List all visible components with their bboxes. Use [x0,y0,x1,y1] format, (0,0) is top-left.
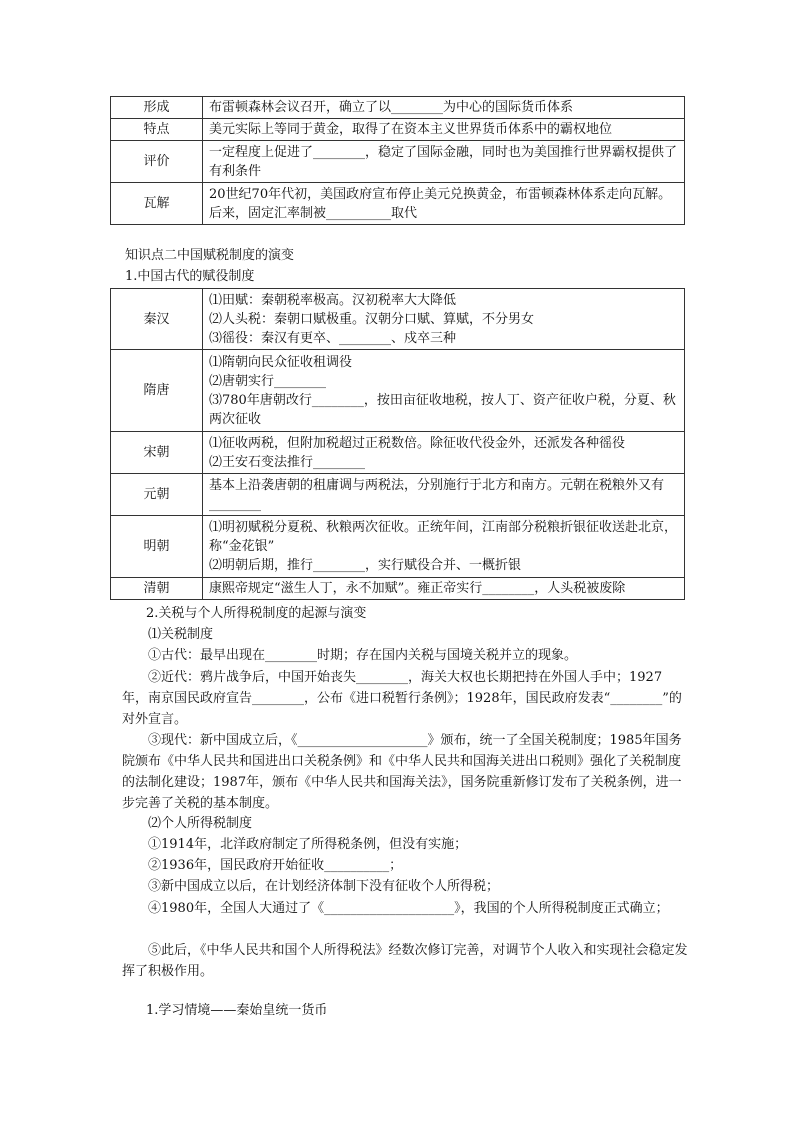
income-item-4: ④1980年，全国人大通过了《____________________》，我国的个人所得税制度正式确立； [148,901,669,916]
bretton-woods-table [110,96,685,225]
income-item-3: ③新中国成立以后，在计划经济体制下没有征收个人所得税； [148,879,500,894]
income-item-1: ①1914年，北洋政府制定了所得税条例，但没有实施； [148,837,468,852]
table-row [111,289,685,350]
row-header: 清朝 [111,578,203,600]
row-header: 秦汉 [111,289,203,350]
row-header: 隋唐 [111,350,203,432]
row-content: ⑴田赋：秦朝税率极高。汉初税率大大降低 ⑵人头税：秦朝口赋极重。汉朝分口赋、算赋，不分男女 ⑶徭役：秦汉有更卒、________、戍卒三种 [203,289,685,350]
section-title: 知识点二中国赋税制度的演变 [125,248,295,263]
subsection-title: 2.关税与个人所得税制度的起源与演变 [146,606,367,621]
row-content: 康熙帝规定“滋生人丁，永不加赋”。雍正帝实行________，人头税被废除 [203,578,685,600]
learning-scenario-title: 1.学习情境——秦始皇统一货币 [146,1003,328,1018]
row-header: 评价 [111,141,203,183]
tax-system-table [110,288,685,600]
row-header: 明朝 [111,516,203,578]
table-row [111,474,685,516]
subsection-title: 1.中国古代的赋役制度 [125,269,255,284]
customs-item-2: ②近代：鸦片战争后，中国开始丧失________，海关大权也长期把持在外国人手中；1927年，南京国民政府宣告________，公布《进口税暂行条例》；1928年，国民政府发表“________”的对外宣言。 [122,670,682,727]
income-item-2: ②1936年，国民政府开始征收__________； [148,858,403,873]
row-header: 宋朝 [111,432,203,474]
row-content: 一定程度上促进了________，稳定了国际金融，同时也为美国推行世界霸权提供了有利条件 [203,141,685,183]
table-row [111,432,685,474]
table-row [111,578,685,600]
income-heading: ⑵个人所得税制度 [148,816,253,831]
table-row [111,183,685,225]
row-header: 瓦解 [111,183,203,225]
row-content: 20世纪70年代初，美国政府宣布停止美元兑换黄金，布雷顿森林体系走向瓦解。后来，固定汇率制被__________取代 [203,183,685,225]
row-content: 基本上沿袭唐朝的租庸调与两税法，分别施行于北方和南方。元朝在税粮外又有________ [203,474,685,516]
table-row [111,119,685,141]
row-content: 美元实际上等同于黄金，取得了在资本主义世界货币体系中的霸权地位 [203,119,685,141]
customs-heading: ⑴关税制度 [148,627,214,642]
table-row [111,350,685,432]
table-row [111,141,685,183]
row-header: 特点 [111,119,203,141]
row-header: 形成 [111,97,203,119]
row-header: 元朝 [111,474,203,516]
row-content: 布雷顿森林会议召开，确立了以________为中心的国际货币体系 [203,97,685,119]
customs-item-3: ③现代：新中国成立后，《____________________》颁布，统一了全国关税制度；1985年国务院颁布《中华人民共和国进出口关税条例》和《中华人民共和国海关进出口税则》强化了关税制度的法制化建设；1987年，颁布《中华人民共和国海关法》，国务院重新修订发布了关税条例，进一步完善了关税的基本制度。 [122,733,682,811]
income-item-5: ⑤此后，《中华人民共和国个人所得税法》经数次修订完善，对调节个人收入和实现社会稳定发挥了积极作用。 [122,943,688,979]
row-content: ⑴隋朝向民众征收租调役 ⑵唐朝实行________ ⑶780年唐朝改行________，按田亩征收地税，按人丁、资产征收户税，分夏、秋两次征收 [203,350,685,432]
row-content: ⑴明初赋税分夏税、秋粮两次征收。正统年间，江南部分税粮折银征收送赴北京，称“金花银” ⑵明朝后期，推行________，实行赋役合并、一概折银 [203,516,685,578]
row-content: ⑴征收两税，但附加税超过正税数倍。除征收代役金外，还派发各种徭役 ⑵王安石变法推行________ [203,432,685,474]
customs-item-1: ①古代：最早出现在________时期；存在国内关税与国境关税并立的现象。 [148,648,578,663]
table-row [111,97,685,119]
table-row [111,516,685,578]
